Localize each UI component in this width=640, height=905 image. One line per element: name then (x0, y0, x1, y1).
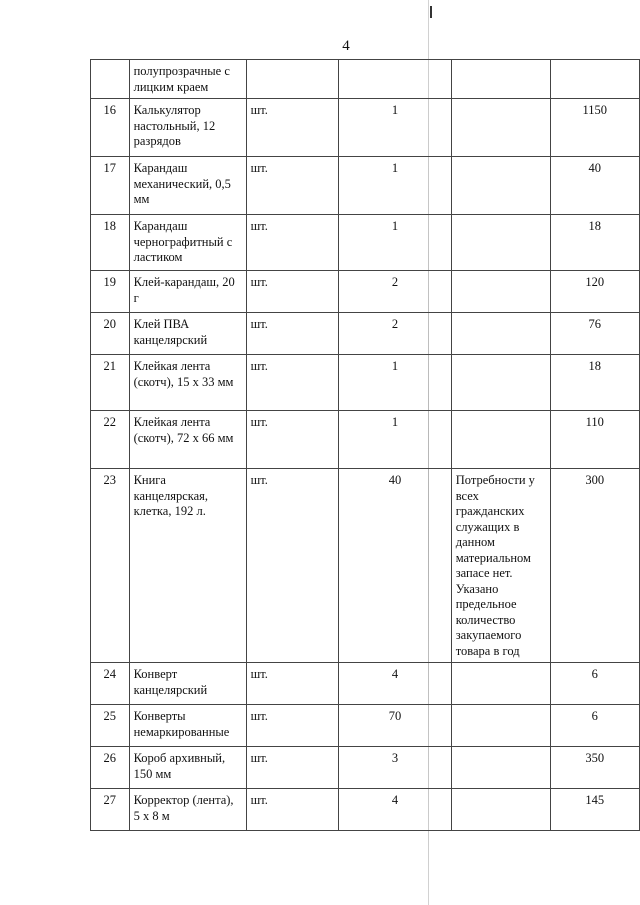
item-name-cell: Корректор (лента), 5 х 8 м (129, 789, 246, 831)
row-number-cell: 27 (91, 789, 130, 831)
item-name-cell: Конверты немаркированные (129, 705, 246, 747)
table-row (91, 313, 640, 355)
row-number-cell: 16 (91, 99, 130, 157)
row-number-cell: 19 (91, 271, 130, 313)
table-row (91, 705, 640, 747)
table-row (91, 747, 640, 789)
price-cell: 110 (550, 411, 639, 469)
note-cell (451, 99, 550, 157)
note-cell (451, 411, 550, 469)
quantity-cell: 4 (339, 789, 452, 831)
item-name-cell: Книга канцелярская, клетка, 192 л. (129, 469, 246, 663)
table-row (91, 469, 640, 663)
table-row (91, 411, 640, 469)
item-name-cell: Клейкая лента (скотч), 72 х 66 мм (129, 411, 246, 469)
note-cell (451, 747, 550, 789)
item-name-cell: Короб архивный, 150 мм (129, 747, 246, 789)
unit-cell: шт. (246, 215, 339, 271)
supplies-table (90, 59, 640, 831)
quantity-cell: 2 (339, 313, 452, 355)
quantity-cell: 70 (339, 705, 452, 747)
unit-cell: шт. (246, 747, 339, 789)
table-row (91, 157, 640, 215)
unit-cell: шт. (246, 271, 339, 313)
item-name-cell: Калькулятор настольный, 12 разрядов (129, 99, 246, 157)
unit-cell: шт. (246, 789, 339, 831)
row-number-cell: 25 (91, 705, 130, 747)
item-name-cell: Конверт канцелярский (129, 663, 246, 705)
quantity-cell (339, 60, 452, 99)
note-cell (451, 313, 550, 355)
price-cell: 18 (550, 355, 639, 411)
item-name-cell: полупрозрачные с лицким краем (129, 60, 246, 99)
item-name-cell: Карандаш чернографитный с ластиком (129, 215, 246, 271)
price-cell: 6 (550, 663, 639, 705)
price-cell: 6 (550, 705, 639, 747)
quantity-cell: 1 (339, 157, 452, 215)
price-cell: 145 (550, 789, 639, 831)
price-cell: 300 (550, 469, 639, 663)
page-number: 4 (342, 38, 350, 54)
quantity-cell: 1 (339, 215, 452, 271)
price-cell: 40 (550, 157, 639, 215)
row-number-cell: 23 (91, 469, 130, 663)
note-cell (451, 215, 550, 271)
row-number-cell: 22 (91, 411, 130, 469)
scan-mark (430, 6, 432, 18)
note-cell: Потребности у всех гражданских служащих в данном материальном запасе нет. Указано предельное количество закупаемого товара в год (451, 469, 550, 663)
item-name-cell: Карандаш механический, 0,5 мм (129, 157, 246, 215)
table-row (91, 215, 640, 271)
table-row (91, 663, 640, 705)
table-row (91, 355, 640, 411)
price-cell: 1150 (550, 99, 639, 157)
note-cell (451, 663, 550, 705)
unit-cell: шт. (246, 411, 339, 469)
table-row-continuation (91, 60, 640, 99)
note-cell (451, 705, 550, 747)
price-cell: 76 (550, 313, 639, 355)
item-name-cell: Клей-карандаш, 20 г (129, 271, 246, 313)
unit-cell: шт. (246, 355, 339, 411)
note-cell (451, 355, 550, 411)
table-row (91, 99, 640, 157)
row-number-cell: 20 (91, 313, 130, 355)
item-name-cell: Клей ПВА канцелярский (129, 313, 246, 355)
price-cell (550, 60, 639, 99)
row-number-cell: 18 (91, 215, 130, 271)
note-cell (451, 789, 550, 831)
quantity-cell: 3 (339, 747, 452, 789)
unit-cell (246, 60, 339, 99)
row-number-cell: 17 (91, 157, 130, 215)
quantity-cell: 1 (339, 355, 452, 411)
quantity-cell: 1 (339, 411, 452, 469)
note-cell (451, 157, 550, 215)
row-number-cell (91, 60, 130, 99)
note-cell (451, 60, 550, 99)
row-number-cell: 24 (91, 663, 130, 705)
quantity-cell: 40 (339, 469, 452, 663)
unit-cell: шт. (246, 157, 339, 215)
table-row (91, 789, 640, 831)
unit-cell: шт. (246, 469, 339, 663)
unit-cell: шт. (246, 313, 339, 355)
item-name-cell: Клейкая лента (скотч), 15 х 33 мм (129, 355, 246, 411)
unit-cell: шт. (246, 705, 339, 747)
quantity-cell: 1 (339, 99, 452, 157)
row-number-cell: 26 (91, 747, 130, 789)
unit-cell: шт. (246, 663, 339, 705)
price-cell: 120 (550, 271, 639, 313)
note-cell (451, 271, 550, 313)
price-cell: 350 (550, 747, 639, 789)
unit-cell: шт. (246, 99, 339, 157)
quantity-cell: 2 (339, 271, 452, 313)
price-cell: 18 (550, 215, 639, 271)
row-number-cell: 21 (91, 355, 130, 411)
table-row (91, 271, 640, 313)
quantity-cell: 4 (339, 663, 452, 705)
